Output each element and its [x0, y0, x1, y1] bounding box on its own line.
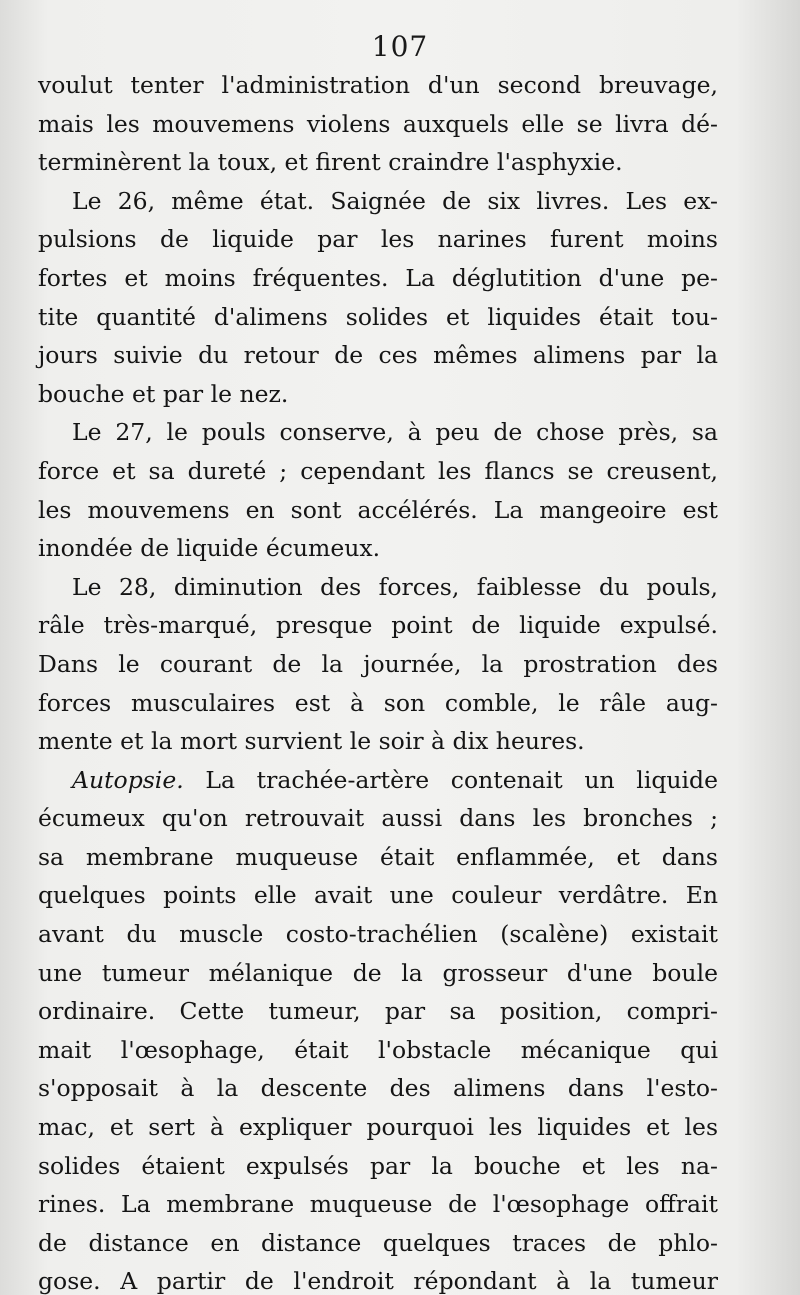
text-line: [38, 375, 718, 414]
text-line-content: fortes et moins fréquentes. La déglutition d'une pe-: [38, 263, 718, 292]
text-line: [38, 838, 718, 877]
text-line-content: avant du muscle costo-trachélien (scalène) existait: [38, 920, 718, 949]
text-line: [38, 645, 718, 684]
text-line-content: voulut tenter l'administration d'un second breuvage,: [38, 71, 718, 99]
text-line-content: jours suivie du retour de ces mêmes alimens par la: [38, 341, 718, 370]
text-line-content: solides étaient expulsés par la bouche et les na-: [38, 1151, 718, 1180]
text-line-content: mac, et sert à expliquer pourquoi les liquides et les: [38, 1113, 718, 1142]
text-line-content: bouche et par le nez.: [38, 379, 289, 408]
text-line: [38, 413, 718, 452]
text-line-content: mente et la mort survient le soir à dix heures.: [38, 727, 585, 756]
text-line-content: une tumeur mélanique de la grosseur d'une boule: [38, 958, 718, 987]
text-line: [38, 491, 718, 530]
text-line: [38, 684, 718, 723]
text-line: [38, 722, 718, 761]
text-line-content: mais les mouvemens violens auxquels elle se livra dé-: [38, 109, 718, 138]
text-line-content: Dans le courant de la journée, la prostration des: [38, 649, 718, 678]
text-line: [38, 568, 718, 607]
text-line: [38, 1147, 718, 1186]
text-line: [38, 220, 718, 259]
page-number: 107: [371, 30, 429, 63]
text-line-content: écumeux qu'on retrouvait aussi dans les bronches ;: [38, 804, 718, 833]
text-line: [38, 954, 718, 993]
text-line-content: Le 26, même état. Saignée de six livres. Les ex-: [72, 186, 718, 215]
text-line: [38, 66, 718, 105]
text-line-content: râle très-marqué, presque point de liquide expulsé.: [38, 611, 718, 640]
text-line: [38, 336, 718, 375]
text-line-content: forces musculaires est à son comble, le râle aug-: [38, 688, 718, 717]
text-line: [38, 105, 718, 144]
text-line: [38, 143, 718, 182]
text-line: [38, 876, 718, 915]
text-line-content: tite quantité d'alimens solides et liquides était tou-: [38, 302, 718, 331]
text-line: [38, 992, 718, 1031]
text-line-content: de distance en distance quelques traces de phlo-: [38, 1228, 718, 1257]
text-line: [38, 915, 718, 954]
text-line-content: pulsions de liquide par les narines furent moins: [38, 225, 718, 254]
text-line: [38, 298, 718, 337]
section-lead-italic: Autopsie.: [72, 765, 184, 794]
text-line: [38, 1069, 718, 1108]
text-line-content: sa membrane muqueuse était enflammée, et dans: [38, 842, 718, 871]
text-line: [38, 1262, 718, 1295]
text-line: [38, 799, 718, 838]
text-line-content: Le 27, le pouls conserve, à peu de chose près, sa: [72, 418, 718, 447]
text-line: [38, 452, 718, 491]
text-line: [38, 182, 718, 221]
text-line-content: terminèrent la toux, et firent craindre l'asphyxie.: [38, 148, 623, 177]
text-line: [38, 1031, 718, 1070]
text-line: [38, 259, 718, 298]
text-line-content: Le 28, diminution des forces, faiblesse du pouls,: [72, 572, 718, 601]
text-line-content: La trachée-artère contenait un liquide: [205, 765, 718, 794]
body-text: [38, 66, 718, 1295]
text-line-content: ordinaire. Cette tumeur, par sa position, compri-: [38, 997, 718, 1026]
text-line: [38, 1108, 718, 1147]
text-line-content: mait l'œsophage, était l'obstacle mécanique qui: [38, 1035, 718, 1064]
text-line: [38, 606, 718, 645]
text-line: [38, 529, 718, 568]
text-line-content: force et sa dureté ; cependant les flancs se creusent,: [38, 456, 718, 485]
text-line: [38, 1185, 718, 1224]
text-line-content: gose. A partir de l'endroit répondant à la tumeur: [38, 1267, 718, 1295]
text-line: [38, 761, 718, 800]
text-line-content: quelques points elle avait une couleur verdâtre. En: [38, 881, 718, 910]
text-line-content: rines. La membrane muqueuse de l'œsophage offrait: [38, 1190, 718, 1219]
text-line: [38, 1224, 718, 1263]
text-line-content: les mouvemens en sont accélérés. La mangeoire est: [38, 495, 718, 524]
text-line-content: inondée de liquide écumeux.: [38, 534, 381, 563]
text-line-content: s'opposait à la descente des alimens dans l'esto-: [38, 1074, 718, 1103]
